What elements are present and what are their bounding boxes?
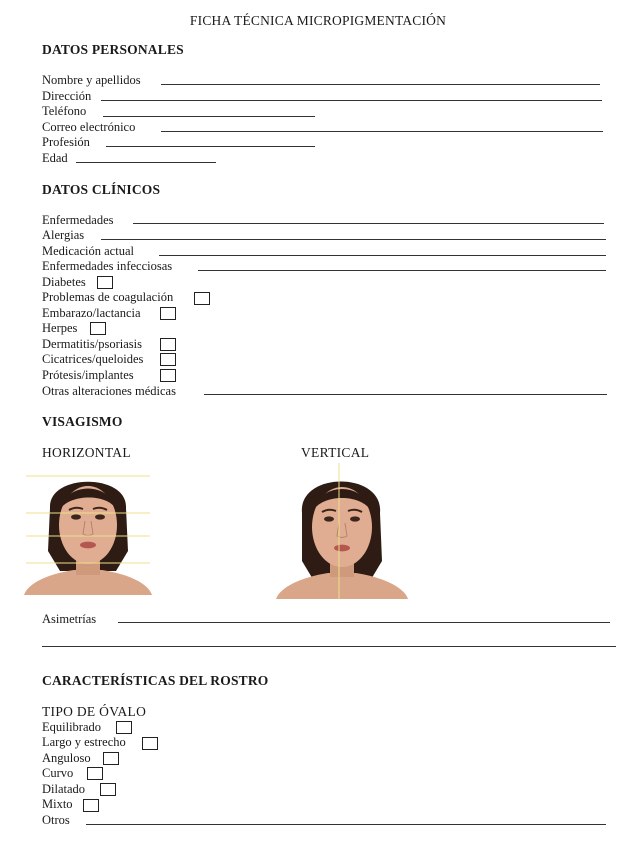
asymmetries-extra-line[interactable] xyxy=(42,646,616,647)
section-heading-personal: DATOS PERSONALES xyxy=(42,42,184,57)
section-heading-visagism: VISAGISMO xyxy=(42,414,123,429)
others-input-line[interactable] xyxy=(86,824,606,825)
coagulation-checkbox[interactable] xyxy=(194,292,210,305)
check-label-herpes: Herpes xyxy=(42,321,78,335)
mixed-checkbox[interactable] xyxy=(83,799,99,812)
face-vertical-guide-image xyxy=(274,463,410,599)
age-input-line[interactable] xyxy=(76,162,216,163)
address-input-line[interactable] xyxy=(101,100,602,101)
prosthesis-checkbox[interactable] xyxy=(160,369,176,382)
check-label-angular: Anguloso xyxy=(42,751,91,765)
angular-checkbox[interactable] xyxy=(103,752,119,765)
name-input-line[interactable] xyxy=(161,84,600,85)
medication-input-line[interactable] xyxy=(159,255,606,256)
field-label-profession: Profesión xyxy=(42,135,90,149)
herpes-checkbox[interactable] xyxy=(90,322,106,335)
long-narrow-checkbox[interactable] xyxy=(142,737,158,750)
check-label-prosthesis: Prótesis/implantes xyxy=(42,368,134,382)
field-label-name: Nombre y apellidos xyxy=(42,73,141,87)
field-label-address: Dirección xyxy=(42,89,92,103)
dermatitis-checkbox[interactable] xyxy=(160,338,176,351)
other-medical-input-line[interactable] xyxy=(204,394,607,395)
profession-input-line[interactable] xyxy=(106,146,315,147)
field-label-phone: Teléfono xyxy=(42,104,87,118)
section-heading-face: CARACTERÍSTICAS DEL ROSTRO xyxy=(42,673,269,688)
email-input-line[interactable] xyxy=(161,131,603,132)
dilated-checkbox[interactable] xyxy=(100,783,116,796)
form-title: FICHA TÉCNICA MICROPIGMENTACIÓN xyxy=(189,13,447,28)
field-label-age: Edad xyxy=(42,151,68,165)
phone-input-line[interactable] xyxy=(103,116,315,117)
scars-checkbox[interactable] xyxy=(160,353,176,366)
pregnancy-checkbox[interactable] xyxy=(160,307,176,320)
check-label-diabetes: Diabetes xyxy=(42,275,86,289)
check-label-pregnancy: Embarazo/lactancia xyxy=(42,306,141,320)
field-label-others: Otros xyxy=(42,813,70,827)
check-label-curved: Curvo xyxy=(42,766,74,780)
check-label-dilated: Dilatado xyxy=(42,782,86,796)
section-heading-clinical: DATOS CLÍNICOS xyxy=(42,182,161,197)
vertical-label: VERTICAL xyxy=(301,445,370,460)
infectious-input-line[interactable] xyxy=(198,270,606,271)
balanced-checkbox[interactable] xyxy=(116,721,132,734)
asymmetries-input-line[interactable] xyxy=(118,622,610,623)
field-label-infectious: Enfermedades infecciosas xyxy=(42,259,173,273)
check-label-scars: Cicatrices/queloides xyxy=(42,352,144,366)
allergies-input-line[interactable] xyxy=(101,239,606,240)
check-label-long-narrow: Largo y estrecho xyxy=(42,735,126,749)
check-label-dermatitis: Dermatitis/psoriasis xyxy=(42,337,142,351)
field-label-other-medical: Otras alteraciones médicas xyxy=(42,384,176,398)
oval-type-subheading: TIPO DE ÓVALO xyxy=(42,704,147,719)
horizontal-label: HORIZONTAL xyxy=(42,445,131,460)
curved-checkbox[interactable] xyxy=(87,767,103,780)
check-label-coagulation: Problemas de coagulación xyxy=(42,290,174,304)
check-label-mixed: Mixto xyxy=(42,797,73,811)
field-label-diseases: Enfermedades xyxy=(42,213,114,227)
field-label-medication: Medicación actual xyxy=(42,244,134,258)
field-label-asymmetries: Asimetrías xyxy=(42,612,97,626)
diabetes-checkbox[interactable] xyxy=(97,276,113,289)
check-label-balanced: Equilibrado xyxy=(42,720,102,734)
diseases-input-line[interactable] xyxy=(133,223,604,224)
face-horizontal-guide-image xyxy=(22,463,154,595)
field-label-email: Correo electrónico xyxy=(42,120,136,134)
field-label-allergies: Alergias xyxy=(42,228,85,242)
